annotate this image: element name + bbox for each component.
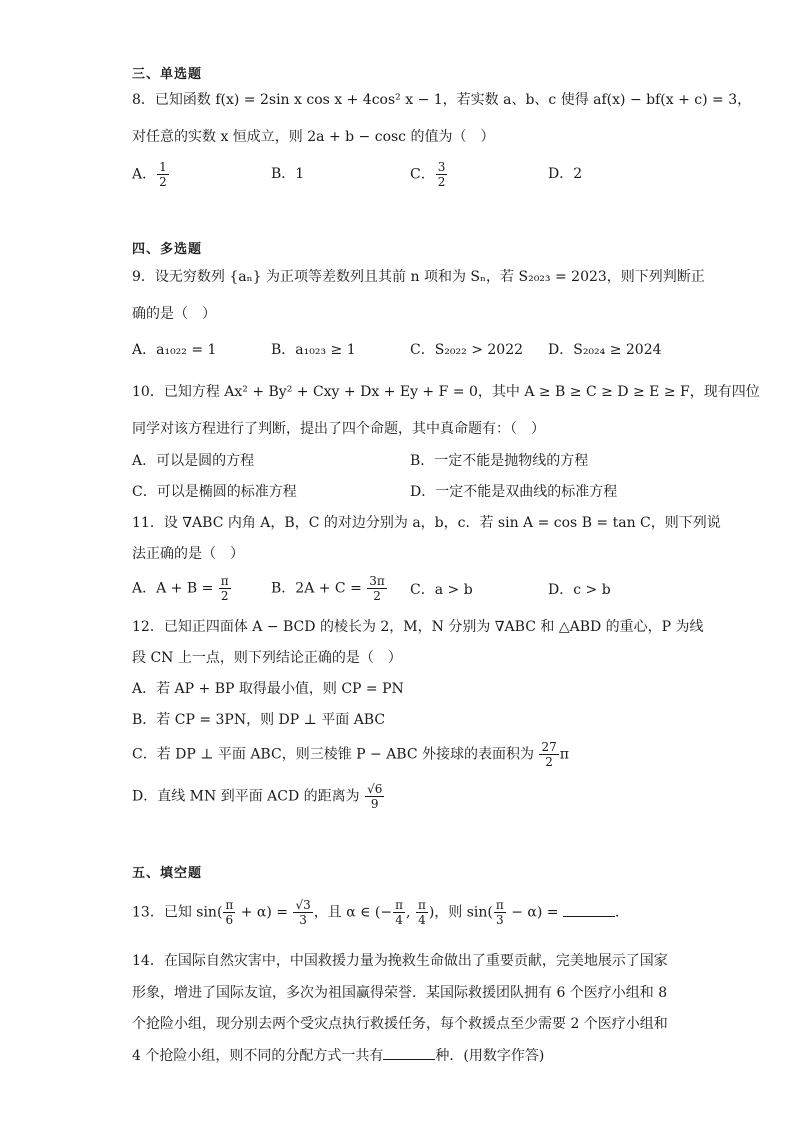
q9-option-b: B．a₁₀₂₃ ≥ 1 (271, 342, 356, 358)
q12-option-d-fraction (365, 782, 384, 811)
q13-answer-blank (563, 902, 615, 917)
q8-stem-line1: 8．已知函数 f(x) = 2sin x cos x + 4cos² x − 1，若实数 a、b、c 使得 af(x) − bf(x + c) = 3， (132, 92, 752, 108)
q11-option-a-label: A．A + B = (132, 580, 218, 597)
q13-frac4 (416, 898, 428, 927)
q13-frac5 (494, 898, 506, 927)
q12-option-c (132, 740, 569, 769)
q10-stem-line1: 10．已知方程 Ax² + By² + Cxy + Dx + Ey + F = 0，其中 A ≥ B ≥ C ≥ D ≥ E ≥ F，现有四位 (132, 384, 760, 400)
q8-option-c-fraction (436, 160, 448, 189)
q8-option-a-fraction (157, 160, 169, 189)
q13-part2: + α) = (236, 904, 293, 921)
q8-c-num: 3 (437, 160, 446, 174)
q12-c-tail: π (559, 746, 569, 763)
q9-option-c: C．S₂₀₂₂ > 2022 (410, 342, 524, 358)
q12-option-b: B．若 CP = 3PN，则 DP ⊥ 平面 ABC (132, 712, 386, 728)
q12-option-c-fraction (539, 740, 558, 769)
q12-option-d (132, 782, 385, 811)
q11-stem-line1: 11．设 ∇ABC 内角 A，B，C 的对边分别为 a，b，c．若 sin A = cos B = tan C，则下列说 (132, 515, 721, 531)
q13-stem (132, 898, 629, 927)
q13-f4-den: 4 (418, 913, 426, 927)
q13-frac3 (393, 898, 405, 927)
q8-option-c-label: C． (410, 166, 435, 183)
q10-option-b: B．一定不能是抛物线的方程 (410, 453, 589, 469)
q14-stem-line4 (132, 1045, 544, 1066)
section-heading-single-choice: 三、单选题 (132, 67, 203, 82)
q8-option-c (410, 160, 448, 189)
q11-option-a (132, 574, 232, 603)
q8-a-num: 1 (159, 160, 167, 174)
q13-f2-num: √3 (295, 898, 311, 912)
q13-part1: 13．已知 sin( (132, 904, 223, 921)
q8-option-d: D．2 (548, 166, 583, 182)
q8-a-den: 2 (159, 175, 167, 189)
q9-stem-line1: 9．设无穷数列 {aₙ} 为正项等差数列且其前 n 项和为 Sₙ，若 S₂₀₂₃ = 2023，则下列判断正 (132, 269, 705, 285)
q11-option-a-fraction (219, 574, 231, 603)
q8-c-den: 2 (437, 175, 446, 189)
q11-a-den: 2 (220, 589, 229, 603)
q13-frac1 (223, 898, 235, 927)
section-heading-fill-blank: 五、填空题 (132, 866, 203, 881)
q9-stem-line2: 确的是（ ） (132, 306, 216, 322)
q13-f3-num: π (395, 898, 404, 912)
q14-stem-line2: 形象，增进了国际友谊，多次为祖国赢得荣誉．某国际救援团队拥有 6 个医疗小组和 8 (132, 985, 668, 1001)
q11-option-b (271, 574, 388, 603)
q8-option-b: B．1 (271, 166, 305, 182)
q14-stem-line3: 个抢险小组，现分别去两个受灾点执行救援任务，每个救援点至少需要 2 个医疗小组和 (132, 1016, 668, 1032)
q12-option-d-label: D．直线 MN 到平面 ACD 的距离为 (132, 788, 365, 805)
q11-b-num: 3π (369, 574, 385, 588)
q8-option-a-label: A． (132, 166, 157, 183)
q11-option-d: D．c > b (548, 582, 611, 598)
q11-a-num: π (220, 574, 229, 588)
q9-option-a: A．a₁₀₂₂ = 1 (132, 342, 217, 358)
q10-option-a: A．可以是圆的方程 (132, 453, 255, 469)
q14-stem-line1: 14．在国际自然灾害中，中国救援力量为挽救生命做出了重要贡献，完美地展示了国家 (132, 953, 668, 969)
q12-d-den: 9 (370, 797, 379, 811)
q11-stem-line2: 法正确的是（ ） (132, 546, 244, 562)
q13-f3-den: 4 (395, 913, 403, 927)
q12-option-c-label: C．若 DP ⊥ 平面 ABC，则三棱锥 P − ABC 外接球的表面积为 (132, 746, 539, 763)
q9-option-d: D．S₂₀₂₄ ≥ 2024 (548, 342, 662, 358)
q13-f4-num: π (417, 898, 426, 912)
q10-option-d: D．一定不能是双曲线的标准方程 (410, 484, 618, 500)
q13-part6: − α) = (506, 904, 563, 921)
q13-f5-den: 3 (496, 913, 504, 927)
q14-answer-blank (383, 1045, 435, 1060)
q13-part7: ． (614, 904, 629, 921)
q12-stem-line2: 段 CN 上一点，则下列结论正确的是（ ） (132, 650, 402, 666)
q11-option-b-fraction (367, 574, 387, 603)
q13-f1-den: 6 (225, 913, 234, 927)
q12-option-a: A．若 AP + BP 取得最小值，则 CP = PN (132, 681, 404, 697)
q13-part3: ，且 α ∈ (− (313, 904, 393, 921)
q12-d-num: √6 (367, 782, 383, 796)
q14-line4-part2: 种．(用数字作答) (435, 1048, 545, 1064)
q12-stem-line1: 12．已知正四面体 A − BCD 的棱长为 2，M，N 分别为 ∇ABC 和 △ABD 的重心，P 为线 (132, 619, 704, 635)
q13-part4: , (406, 904, 415, 921)
q11-option-b-label: B．2A + C = (271, 580, 367, 597)
q13-part5: )，则 sin( (428, 904, 493, 921)
q11-b-den: 2 (373, 589, 381, 603)
q12-c-den: 2 (545, 755, 553, 769)
section-heading-multi-choice: 四、多选题 (132, 242, 203, 257)
q10-stem-line2: 同学对该方程进行了判断，提出了四个命题，其中真命题有：（ ） (132, 421, 545, 437)
q14-line4-part1: 4 个抢险小组，则不同的分配方式一共有 (132, 1048, 384, 1064)
q13-f5-num: π (495, 898, 504, 912)
q8-stem-line2: 对任意的实数 x 恒成立，则 2a + b − cosc 的值为（ ） (132, 129, 495, 145)
q12-c-num: 27 (541, 740, 557, 754)
q13-frac2 (293, 898, 312, 927)
q8-option-a (132, 160, 170, 189)
q13-f1-num: π (225, 898, 234, 912)
q11-option-c: C．a > b (410, 582, 473, 598)
q10-option-c: C．可以是椭圆的标准方程 (132, 484, 297, 500)
q13-f2-den: 3 (299, 913, 307, 927)
